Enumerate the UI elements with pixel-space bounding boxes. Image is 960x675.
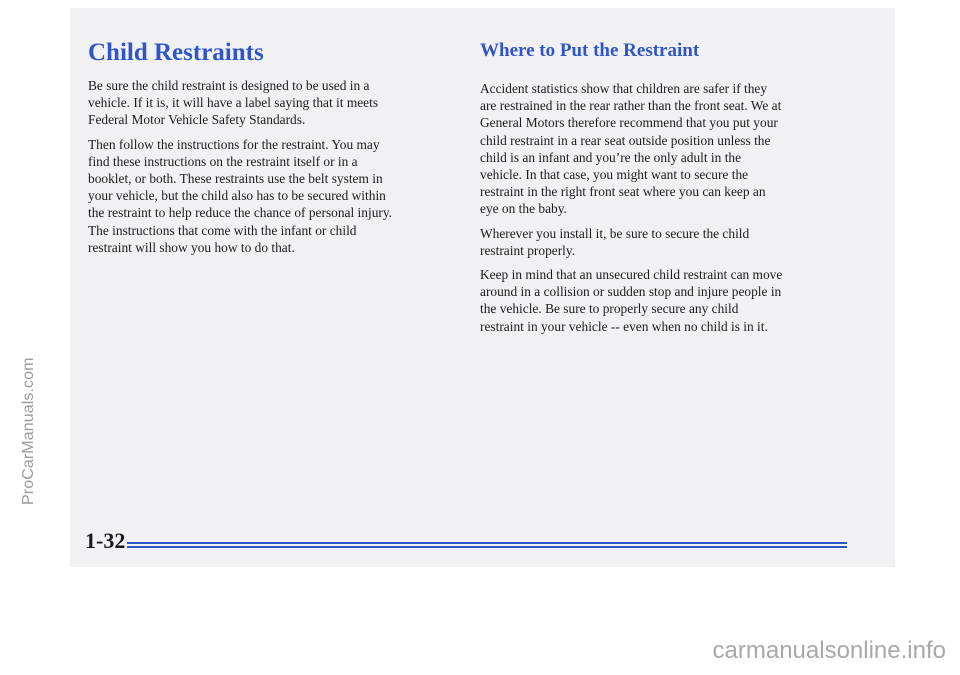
section-heading-child-restraints: Child Restraints xyxy=(88,39,264,66)
side-watermark: ProCarManuals.com xyxy=(20,357,37,505)
left-paragraph-2: Then follow the instructions for the restraint. You may find these instructions on the restraint itself or in a booklet, or both. These restraints use the belt system in your vehicle, but the child also has to be secured within the restraint to help reduce the chance of personal injury. The instructions that come with the infant or child restraint will show you how to do that. xyxy=(88,136,393,255)
right-paragraph-1: Accident statistics show that children are safer if they are restrained in the rear rather than the front seat. We at General Motors therefore recommend that you put your child restraint in a rear seat outside position unless the child is an infant and you’re the only adult in the vehicle. In that case, you might want to secure the restraint in the right front seat where you can keep an eye on the baby. xyxy=(480,81,782,217)
section-heading-where-to-put: Where to Put the Restraint xyxy=(480,40,700,61)
bottom-watermark: carmanualsonline.info xyxy=(712,637,946,664)
left-paragraph-1: Be sure the child restraint is designed to be used in a vehicle. If it is, it will have a label saying that it meets Federal Motor Vehicle Safety Standards. xyxy=(88,78,379,128)
left-column xyxy=(88,77,463,263)
page-number: 1-32 xyxy=(85,528,126,553)
right-column xyxy=(480,80,855,342)
footer-rule xyxy=(127,542,847,548)
right-paragraph-2: Wherever you install it, be sure to secure the child restraint properly. xyxy=(480,225,750,258)
right-paragraph-3: Keep in mind that an unsecured child restraint can move around in a collision or sudden stop and injure people in the vehicle. Be sure to properly secure any child restraint in your vehicle -- even when no child is in it. xyxy=(480,267,783,334)
manual-page xyxy=(70,8,895,567)
